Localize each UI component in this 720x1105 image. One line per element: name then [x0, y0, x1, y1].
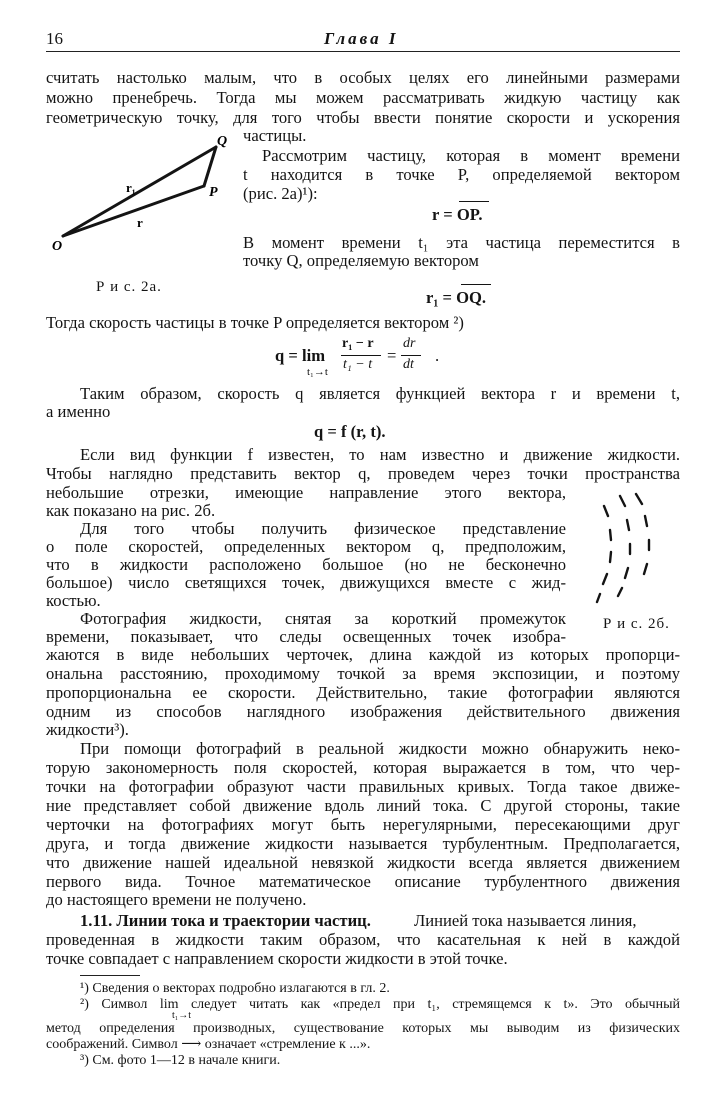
- text-line: Для того чтобы получить физическое представление: [80, 519, 566, 538]
- text-line: друга, и тогда движение жидкости называется турбулентным. Предполагается,: [46, 834, 680, 853]
- text-line: костью.: [46, 591, 101, 610]
- label-p: P: [209, 185, 218, 200]
- text-line: как показано на рис. 2б.: [46, 501, 216, 520]
- text-line: При помощи фотографий в реальной жидкости можно обнаружить неко-: [80, 739, 680, 758]
- text-line: о поле скоростей, определенных вектором q, предположим,: [46, 537, 566, 556]
- formula-q-num2: dr: [403, 336, 416, 351]
- section-heading: 1.11. Линии тока и траектории частиц.: [80, 911, 371, 930]
- text-line: до настоящего времени не получено.: [46, 890, 307, 909]
- velocity-streak: [645, 516, 647, 526]
- text-line: Чтобы наглядно представить вектор q, проведем через точки пространства: [46, 464, 680, 483]
- text-line: проведенная в жидкости таким образом, что касательная к ней в каждой: [46, 930, 680, 949]
- formula-f: q = f (r, t).: [314, 422, 386, 441]
- text-line: одним из способов наглядного изображения действительного движения: [46, 702, 680, 721]
- label-o: O: [52, 239, 63, 254]
- text-line: Тогда скорость частицы в точке P определяется вектором ²): [46, 313, 464, 332]
- text-line: жаются в виде небольших черточек, длина каждой из которых пропорци-: [46, 645, 680, 664]
- velocity-streak: [627, 520, 629, 530]
- formula-r: r = OP.: [432, 205, 483, 224]
- formula-q-den2: dt: [403, 357, 414, 372]
- text-line: точки на фотографии образуют части правильных кривых. Тогда такое движе-: [46, 777, 680, 796]
- velocity-streak: [625, 568, 628, 578]
- formula-q-den1: t₁ − t: [343, 357, 373, 372]
- velocity-streak: [597, 594, 600, 602]
- footnote-rule: [80, 975, 140, 976]
- velocity-streak: [636, 494, 642, 504]
- formula-r1: r₁ = OQ.: [426, 288, 487, 307]
- figure-2b-caption: Р и с. 2б.: [603, 616, 670, 632]
- text-line: торую закономерность поля скоростей, которая выражается в том, что чер-: [46, 758, 680, 777]
- footnote-sub: t₁→t: [172, 1010, 192, 1021]
- formula-q-sub: t₁→t: [307, 366, 328, 378]
- header-rule: [46, 51, 680, 52]
- text-line: Если вид функции f известен, то нам известно и движение жидкости.: [80, 445, 680, 464]
- footnote: соображений. Символ ⟶ означает «стремление к ...».: [46, 1037, 371, 1052]
- figure-2a: [40, 130, 240, 260]
- text-line: считать настолько малым, что в особых целях его линейными размерами: [46, 68, 680, 87]
- label-r1: r₁: [126, 180, 136, 195]
- text-line: Фотография жидкости, снятая за короткий промежуток: [80, 609, 566, 628]
- footnote: ¹) Сведения о векторах подробно излагаются в гл. 2.: [80, 981, 390, 996]
- text-line: жидкости³).: [46, 720, 129, 739]
- formula-q-num1: r₁ − r: [342, 336, 374, 351]
- footnote: ²) Символ lim следует читать как «предел при t₁, стремящемся к t». Это обычный: [80, 997, 680, 1012]
- velocity-streak: [603, 574, 607, 584]
- text-line: точку Q, определяемую вектором: [243, 251, 479, 270]
- velocity-streak: [620, 496, 625, 506]
- text-line: ние представляет собой движение вдоль линий тока. С другой стороны, такие: [46, 796, 680, 815]
- formula-q-lhs: q = lim: [275, 346, 326, 365]
- text-line: В момент времени t₁ эта частица переместится в: [243, 233, 680, 252]
- figure-2b: [592, 488, 672, 608]
- velocity-streak: [618, 588, 622, 596]
- footnote: метод определения производных, существование которых мы выводим из физических: [46, 1021, 680, 1036]
- text-line: пропорциональна ее скорости. Действительно, такие фотографии являются: [46, 683, 680, 702]
- footnote: ³) См. фото 1—12 в начале книги.: [80, 1053, 281, 1068]
- label-q: Q: [217, 134, 228, 149]
- text-line: можно пренебречь. Тогда мы можем рассматривать жидкую частицу как: [46, 88, 680, 107]
- label-r: r: [137, 215, 143, 230]
- velocity-streak: [604, 506, 608, 516]
- text-line: Таким образом, скорость q является функцией вектора r и времени t,: [80, 384, 680, 403]
- formula-q: q = lim t₁→t r₁ − r t₁ − t = dr dt .: [275, 336, 440, 378]
- text-line: Рассмотрим частицу, которая в момент времени: [262, 146, 680, 165]
- text-line: (рис. 2а)¹):: [243, 184, 318, 203]
- vector-arrow-op: [459, 201, 489, 202]
- text-line: времени, показывает, что следы освещенных точек изобра-: [46, 627, 566, 646]
- text-line: что движение нашей идеальной невязкой жидкости всегда является движением: [46, 853, 680, 872]
- fraction-bar: [401, 355, 421, 356]
- text-line: точке совпадает с направлением скорости жидкости в этой точке.: [46, 949, 508, 968]
- text-line: черточки на фотографиях могут быть нерегулярными, пересекающими друг: [46, 815, 680, 834]
- text-line: частицы.: [243, 126, 307, 145]
- velocity-streak: [610, 552, 611, 562]
- text-line: что в жидкости расположено большое (но не бесконечно: [46, 555, 566, 574]
- text-line: а именно: [46, 402, 111, 421]
- text-line: небольшие отрезки, имеющие направление этого вектора,: [46, 483, 566, 502]
- velocity-streak: [644, 564, 647, 574]
- velocity-streak: [610, 530, 611, 540]
- text-line: Линией тока называется линия,: [414, 911, 637, 930]
- text-line: геометрическую точку, для того чтобы ввести понятие скорости и ускорения: [46, 108, 680, 127]
- vector-arrow-oq: [461, 284, 491, 285]
- fraction-bar: [341, 355, 381, 356]
- text-line: первого вида. Точное математическое описание турбулентного движения: [46, 872, 680, 891]
- page-number: 16: [46, 29, 63, 48]
- text-line: t находится в точке P, определяемой вектором: [243, 165, 680, 184]
- running-header: Глава I: [324, 29, 399, 48]
- figure-2a-caption: Р и с. 2а.: [96, 279, 162, 295]
- text-line: большое) число светящихся точек, движущихся вместе с жид-: [46, 573, 566, 592]
- text-line: ональна расстоянию, проходимому точкой за время экспозиции, и поэтому: [46, 664, 680, 683]
